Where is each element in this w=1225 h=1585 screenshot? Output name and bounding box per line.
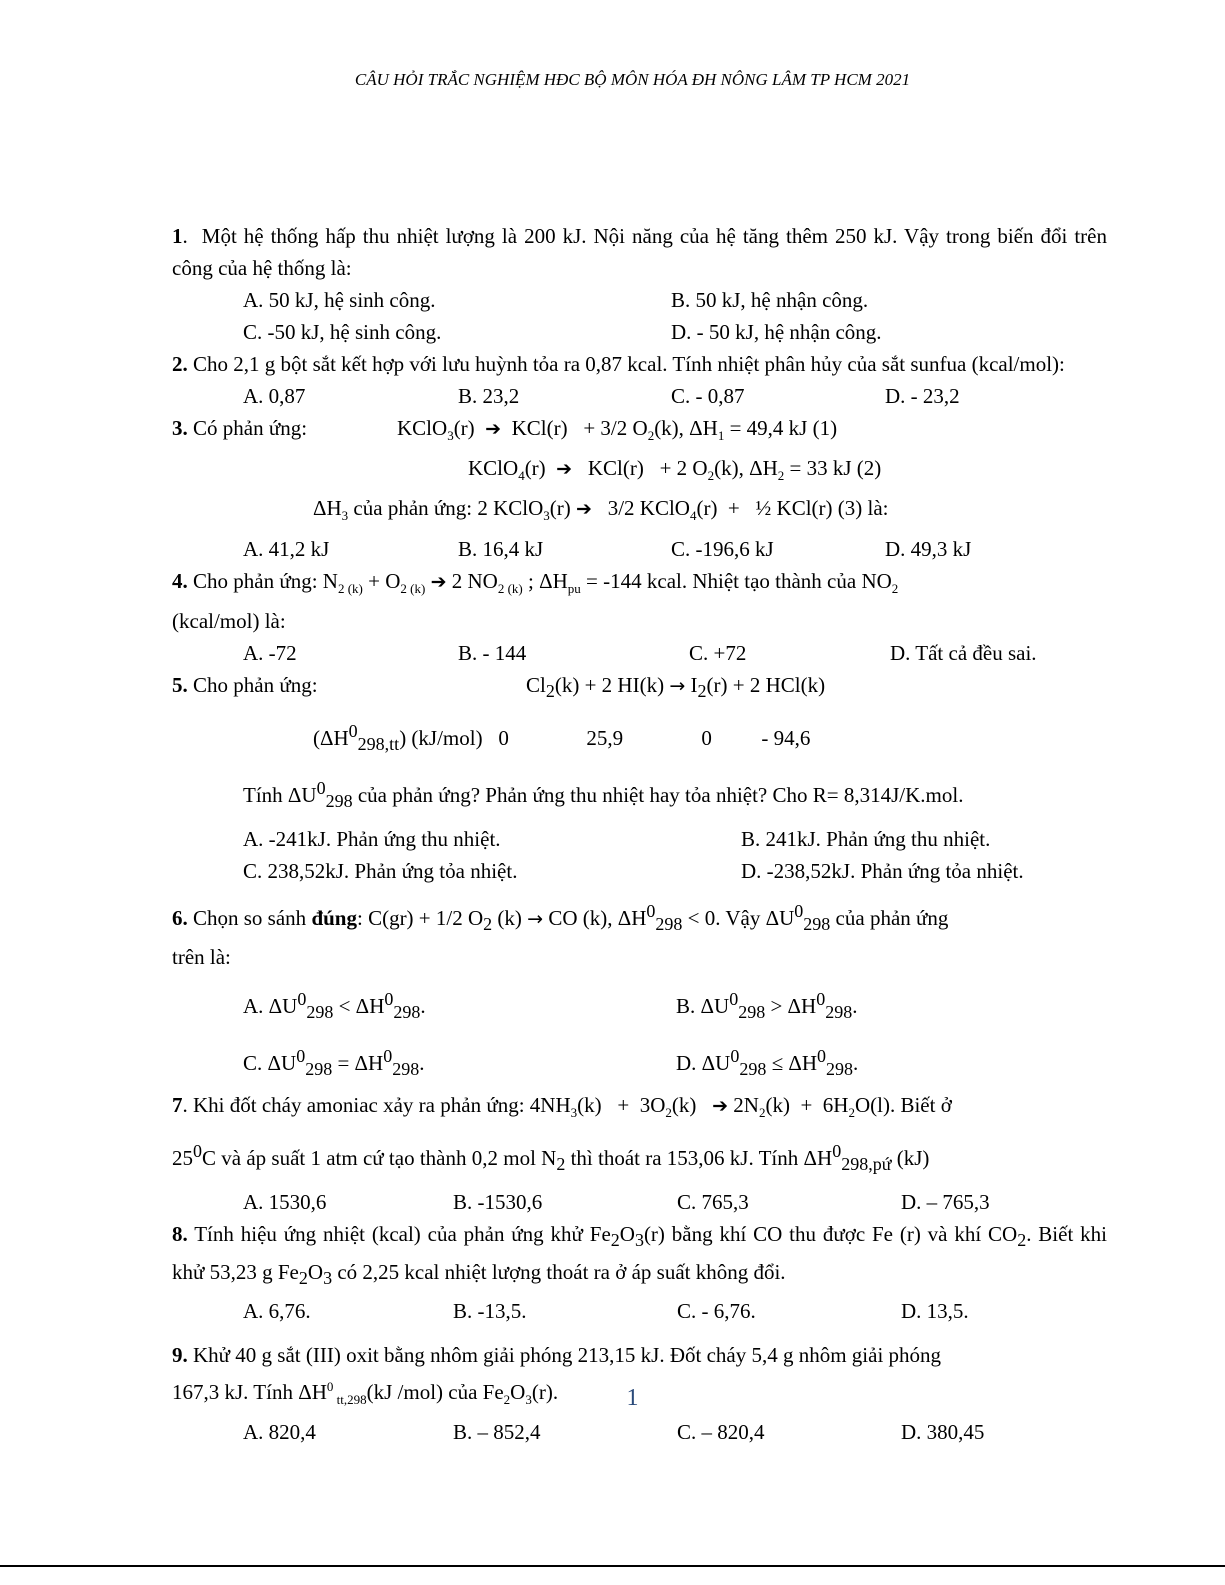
question-text: Chọn so sánh đúng: C(gr) + 1/2 $O_2$ (k) → CO (k), $\Delta H^0_{298} < 0$. Vậy $\Delta U^0_{298}$ của phản ứng — [193, 901, 949, 935]
question-7: 7. Khi đốt cháy amoniac xảy ra phản ứng: $4NH_3(k) + 3O_2(k)$ ➔ $2N_2(k) + 6H_2O(l)$. Biết ở $25^0C$ và áp suất 1 atm cứ tạo thành 0,2 mol $N_2$ thì thoát ra 153,06 kJ. Tính $\Delta H^0_{298,pứ}$ (kJ) A. 1530,6 B. -1530,6 C. 765,3 D. – 765,3 — [172, 1089, 1107, 1218]
option-b[interactable]: B. -13,5. — [453, 1298, 527, 1323]
question-text: Có phản ứng: — [193, 416, 308, 440]
question-number: 1 — [172, 224, 183, 248]
question-number: 8. — [172, 1222, 188, 1247]
option-b[interactable]: B. 16,4 kJ — [458, 536, 544, 561]
page-divider — [0, 1565, 1225, 1567]
option-a[interactable]: A. 6,76. — [243, 1298, 311, 1323]
question-text: Khử 40 g sắt (III) oxit bằng nhôm giải phóng 213,15 kJ. Đốt cháy 5,4 g nhôm giải phóng — [193, 1342, 942, 1367]
option-b[interactable]: B. 241kJ. Phản ứng thu nhiệt. — [741, 827, 991, 852]
question-8 — [172, 1218, 1107, 1326]
reaction-3: $\Delta H_3$ của phản ứng: 2 KClO$_3$(r) ➔ 3/2 KClO$_4$(r) + ½ KCl(r) (3) là: — [313, 496, 889, 524]
question-2 — [172, 348, 1107, 412]
value-i2: 0 — [701, 725, 712, 750]
option-d[interactable]: D. – 765,3 — [901, 1190, 990, 1215]
option-a[interactable]: A. -72 — [243, 640, 297, 665]
option-a[interactable]: A. 50 kJ, hệ sinh công. — [243, 288, 436, 312]
option-c[interactable]: C. - 0,87 — [671, 384, 745, 408]
option-b[interactable]: B. -1530,6 — [453, 1190, 543, 1215]
option-a[interactable]: A. 0,87 — [243, 384, 306, 408]
option-d[interactable]: D. 13,5. — [901, 1298, 969, 1323]
option-d[interactable]: D. - 50 kJ, hệ nhận công. — [671, 320, 882, 344]
question-text: Một hệ thống hấp thu nhiệt lượng là 200 kJ. Nội năng của hệ tăng thêm 250 kJ. Vậy trong biến đổi trên công của hệ thống là: — [172, 224, 1107, 280]
option-a[interactable]: A. 41,2 kJ — [243, 536, 330, 561]
question-text: Khi đốt cháy amoniac xảy ra phản ứng: $4NH_3(k) + 3O_2(k)$ ➔ $2N_2(k) + 6H_2O(l)$. Biết ở — [193, 1092, 952, 1121]
reaction-2: KClO$_4$(r) ➔ KCl(r) + 2 $O_2(k)$, $\Delta H_2 = 33$ kJ (2) — [468, 456, 882, 484]
option-a[interactable]: A. 820,4 — [243, 1419, 316, 1444]
option-b[interactable]: B. $\Delta U^0_{298} > \Delta H^0_{298}$. — [676, 988, 858, 1022]
option-d[interactable]: D. $\Delta U^0_{298} \le \Delta H^0_{298}$. — [676, 1045, 859, 1079]
value-hi: 25,9 — [586, 725, 624, 750]
question-list — [172, 220, 1107, 1448]
option-d[interactable]: D. 380,45 — [901, 1419, 985, 1444]
option-c[interactable]: C. -50 kJ, hệ sinh công. — [243, 320, 442, 344]
option-c[interactable]: C. 238,52kJ. Phản ứng tỏa nhiệt. — [243, 859, 518, 884]
question-6 — [172, 895, 1107, 1085]
option-a[interactable]: A. -241kJ. Phản ứng thu nhiệt. — [243, 827, 501, 852]
page-number: 1 — [626, 1385, 639, 1411]
option-b[interactable]: B. – 852,4 — [453, 1419, 541, 1444]
option-a[interactable]: A. 1530,6 — [243, 1190, 327, 1215]
question-text: Tính hiệu ứng nhiệt (kcal) của phản ứng khử $Fe_2O_3(r)$ bằng khí CO thu được Fe (r) và khí $CO_2$. Biết khi khử 53,23 g $Fe_2O_3$ có 2,25 kcal nhiệt lượng thoát ra ở áp suất không đổi. — [172, 1222, 1107, 1289]
option-d[interactable]: D. 49,3 kJ — [885, 536, 972, 561]
question-number: 3. — [172, 416, 188, 440]
question-text-2: $25^0C$ và áp suất 1 atm cứ tạo thành 0,2 mol $N_2$ thì thoát ra 153,06 kJ. Tính $\Delta H^0_{298,pứ}$ (kJ) — [172, 1141, 930, 1175]
value-hcl: - 94,6 — [761, 725, 811, 750]
question-5 — [172, 669, 1107, 888]
option-c[interactable]: C. 765,3 — [677, 1190, 749, 1215]
option-c[interactable]: C. +72 — [689, 640, 747, 665]
question-number: 9. — [172, 1342, 188, 1367]
question-prompt: Tính $\Delta U^0_{298}$ của phản ứng? Phản ứng thu nhiệt hay tỏa nhiệt? Cho R= 8,314J/K.mol. — [243, 778, 964, 812]
option-d[interactable]: D. -238,52kJ. Phản ứng tỏa nhiệt. — [741, 859, 1024, 884]
page-header: CÂU HỎI TRẮC NGHIỆM HĐC BỘ MÔN HÓA ĐH NÔNG LÂM TP HCM 2021 — [354, 70, 911, 89]
question-text: Cho 2,1 g bột sắt kết hợp với lưu huỳnh tỏa ra 0,87 kcal. Tính nhiệt phân hủy của sắt sunfua (kcal/mol): — [193, 352, 1065, 376]
formation-enthalpy-row: $(\Delta H^0_{298,tt})$ (kJ/mol) 0 25,9 0 - 94,6 — [313, 720, 811, 755]
option-b[interactable]: B. 50 kJ, hệ nhận công. — [671, 288, 869, 312]
option-c[interactable]: C. -196,6 kJ — [671, 536, 774, 561]
question-3 — [172, 412, 1107, 565]
reaction-1: KClO$_3$(r) ➔ KCl(r) + 3/2 $O_2(k)$, $\Delta H_1 = 49,4$ kJ (1) — [397, 416, 838, 444]
question-number: 7 — [172, 1092, 183, 1117]
question-text: Cho phản ứng: — [193, 672, 318, 697]
question-number: 6. — [172, 906, 188, 931]
option-a[interactable]: A. $\Delta U^0_{298} < \Delta H^0_{298}$. — [243, 988, 426, 1022]
question-4 — [172, 565, 1107, 669]
option-b[interactable]: B. 23,2 — [458, 384, 520, 408]
option-d[interactable]: D. Tất cả đều sai. — [890, 640, 1037, 665]
option-d[interactable]: D. - 23,2 — [885, 384, 960, 408]
value-cl2: 0 — [498, 725, 509, 750]
option-c[interactable]: C. - 6,76. — [677, 1298, 756, 1323]
question-1: 1. Một hệ thống hấp thu nhiệt lượng là 200 kJ. Nội năng của hệ tăng thêm 250 kJ. Vậy trong biến đổi trên công của hệ thống là: A. 50 kJ, hệ sinh công. B. 50 kJ, hệ nhận công. C. -50 kJ, hệ sinh công. D. - 50 kJ, hệ nhận công. — [172, 220, 1107, 348]
reaction-equation: $Cl_2(k) + 2$ $HI(k) \to I_2(r) + 2$ HCl(k) — [526, 672, 826, 701]
question-text-tail: trên là: — [172, 944, 231, 969]
question-text: Cho phản ứng: $N_{2 (k)} + O_{2 (k)}$ ➔ 2 $NO_{2 (k)}$ ; $\Delta H_{pu} = -144$ kcal. Nhiệt tạo thành của $NO_2$ (kcal/mol) là: — [172, 568, 899, 633]
emphasis: đúng — [311, 906, 357, 931]
option-b[interactable]: B. - 144 — [458, 640, 527, 665]
question-number: 5. — [172, 672, 188, 697]
option-c[interactable]: C. $\Delta U^0_{298} = \Delta H^0_{298}$. — [243, 1045, 425, 1079]
option-c[interactable]: C. – 820,4 — [677, 1419, 765, 1444]
question-text-2: 167,3 kJ. Tính $\Delta H^0$ $_{tt,298}$(kJ /mol) của $Fe_2O_3(r)$. — [172, 1378, 559, 1407]
question-number: 4. — [172, 568, 188, 593]
question-number: 2. — [172, 352, 188, 376]
